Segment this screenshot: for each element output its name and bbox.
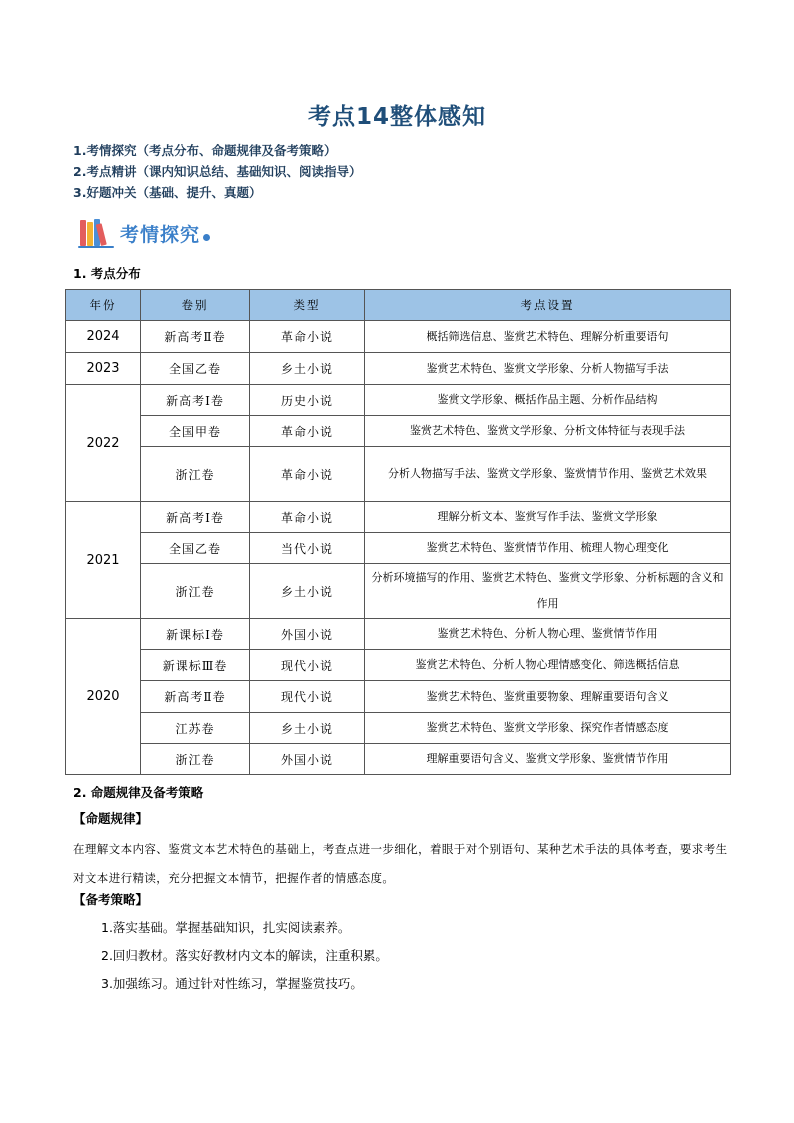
type-cell: 乡土小说: [250, 353, 365, 385]
points-cell: 鉴赏文学形象、概括作品主题、分析作品结构: [365, 385, 731, 416]
page-title: 考点14整体感知: [307, 104, 486, 130]
year-cell: 2023: [66, 353, 141, 385]
outline-item: 1.考情探究（考点分布、命题规律及备考策略）: [73, 143, 337, 158]
col-header: 考点设置: [365, 290, 731, 321]
type-cell: 外国小说: [250, 619, 365, 650]
paper-cell: 浙江卷: [141, 447, 250, 502]
table-row: [66, 681, 731, 713]
points-cell: 鉴赏艺术特色、鉴赏情节作用、梳理人物心理变化: [365, 533, 731, 564]
points-cell: 分析环境描写的作用、鉴赏艺术特色、鉴赏文学形象、分析标题的含义和作用: [365, 564, 731, 619]
paper-cell: 新高考Ⅰ卷: [141, 385, 250, 416]
table-header-row: [66, 290, 731, 321]
table-row: [66, 650, 731, 681]
type-cell: 外国小说: [250, 744, 365, 775]
table-row: [66, 321, 731, 353]
table-row: [66, 564, 731, 619]
points-cell: 分析人物描写手法、鉴赏文学形象、鉴赏情节作用、鉴赏艺术效果: [365, 447, 731, 502]
strategy-item: 3.加强练习。通过针对性练习，掌握鉴赏技巧。: [101, 976, 363, 991]
type-cell: 现代小说: [250, 681, 365, 713]
paper-cell: 新高考Ⅱ卷: [141, 681, 250, 713]
outline-item: 3.好题冲关（基础、提升、真题）: [73, 185, 262, 200]
col-header: 卷别: [141, 290, 250, 321]
points-cell: 鉴赏艺术特色、鉴赏文学形象、分析文体特征与表现手法: [365, 416, 731, 447]
strategy-heading: 【备考策略】: [73, 892, 149, 907]
type-cell: 乡土小说: [250, 713, 365, 744]
paper-cell: 江苏卷: [141, 713, 250, 744]
paper-cell: 浙江卷: [141, 564, 250, 619]
paper-cell: 新课标Ⅲ卷: [141, 650, 250, 681]
section-heading: 1. 考点分布: [73, 266, 141, 281]
table-row: [66, 353, 731, 385]
type-cell: 革命小说: [250, 321, 365, 353]
strategy-item: 1.落实基础。掌握基础知识，扎实阅读素养。: [101, 920, 351, 935]
points-cell: 理解分析文本、鉴赏写作手法、鉴赏文学形象: [365, 502, 731, 533]
points-cell: 鉴赏艺术特色、分析人物心理、鉴赏情节作用: [365, 619, 731, 650]
points-cell: 鉴赏艺术特色、鉴赏重要物象、理解重要语句含义: [365, 681, 731, 713]
paper-cell: 全国甲卷: [141, 416, 250, 447]
table-row: [66, 502, 731, 533]
section-heading: 2. 命题规律及备考策略: [73, 785, 204, 800]
year-cell: 2021: [66, 502, 141, 619]
points-cell: 概括筛选信息、鉴赏艺术特色、理解分析重要语句: [365, 321, 731, 353]
table-row: [66, 447, 731, 502]
table-row: [66, 619, 731, 650]
type-cell: 革命小说: [250, 447, 365, 502]
books-icon: [78, 218, 114, 248]
strategy-item: 2.回归教材。落实好教材内文本的解读，注重积累。: [101, 948, 388, 963]
points-cell: 鉴赏艺术特色、分析人物心理情感变化、筛选概括信息: [365, 650, 731, 681]
paper-cell: 新高考Ⅰ卷: [141, 502, 250, 533]
col-header: 类型: [250, 290, 365, 321]
outline: [73, 140, 361, 203]
type-cell: 当代小说: [250, 533, 365, 564]
banner-dot: [203, 234, 210, 241]
table-row: [66, 385, 731, 416]
table-row: [66, 713, 731, 744]
section-banner: [78, 216, 210, 250]
table-row: [66, 533, 731, 564]
outline-item: 2.考点精讲（课内知识总结、基础知识、阅读指导）: [73, 164, 362, 179]
paper-cell: 新高考Ⅱ卷: [141, 321, 250, 353]
type-cell: 革命小说: [250, 502, 365, 533]
type-cell: 革命小说: [250, 416, 365, 447]
table-row: [66, 416, 731, 447]
points-cell: 鉴赏艺术特色、鉴赏文学形象、探究作者情感态度: [365, 713, 731, 744]
paper-cell: 全国乙卷: [141, 533, 250, 564]
paper-cell: 新课标Ⅰ卷: [141, 619, 250, 650]
banner-label: 考情探究: [120, 223, 201, 246]
year-cell: 2020: [66, 619, 141, 775]
table-row: [66, 744, 731, 775]
rule-paragraph: 在理解文本内容、鉴赏文本艺术特色的基础上，考查点进一步细化，着眼于对个别语句、某种艺术手法的具体考查，要求考生对文本进行精读，充分把握文本情节，把握作者的情感态度。: [73, 842, 728, 885]
type-cell: 乡土小说: [250, 564, 365, 619]
col-header: 年份: [66, 290, 141, 321]
type-cell: 历史小说: [250, 385, 365, 416]
type-cell: 现代小说: [250, 650, 365, 681]
year-cell: 2022: [66, 385, 141, 502]
points-cell: 理解重要语句含义、鉴赏文学形象、鉴赏情节作用: [365, 744, 731, 775]
year-cell: 2024: [66, 321, 141, 353]
paper-cell: 浙江卷: [141, 744, 250, 775]
rule-heading: 【命题规律】: [73, 811, 149, 826]
points-cell: 鉴赏艺术特色、鉴赏文学形象、分析人物描写手法: [365, 353, 731, 385]
exam-table: [65, 289, 731, 775]
paper-cell: 全国乙卷: [141, 353, 250, 385]
